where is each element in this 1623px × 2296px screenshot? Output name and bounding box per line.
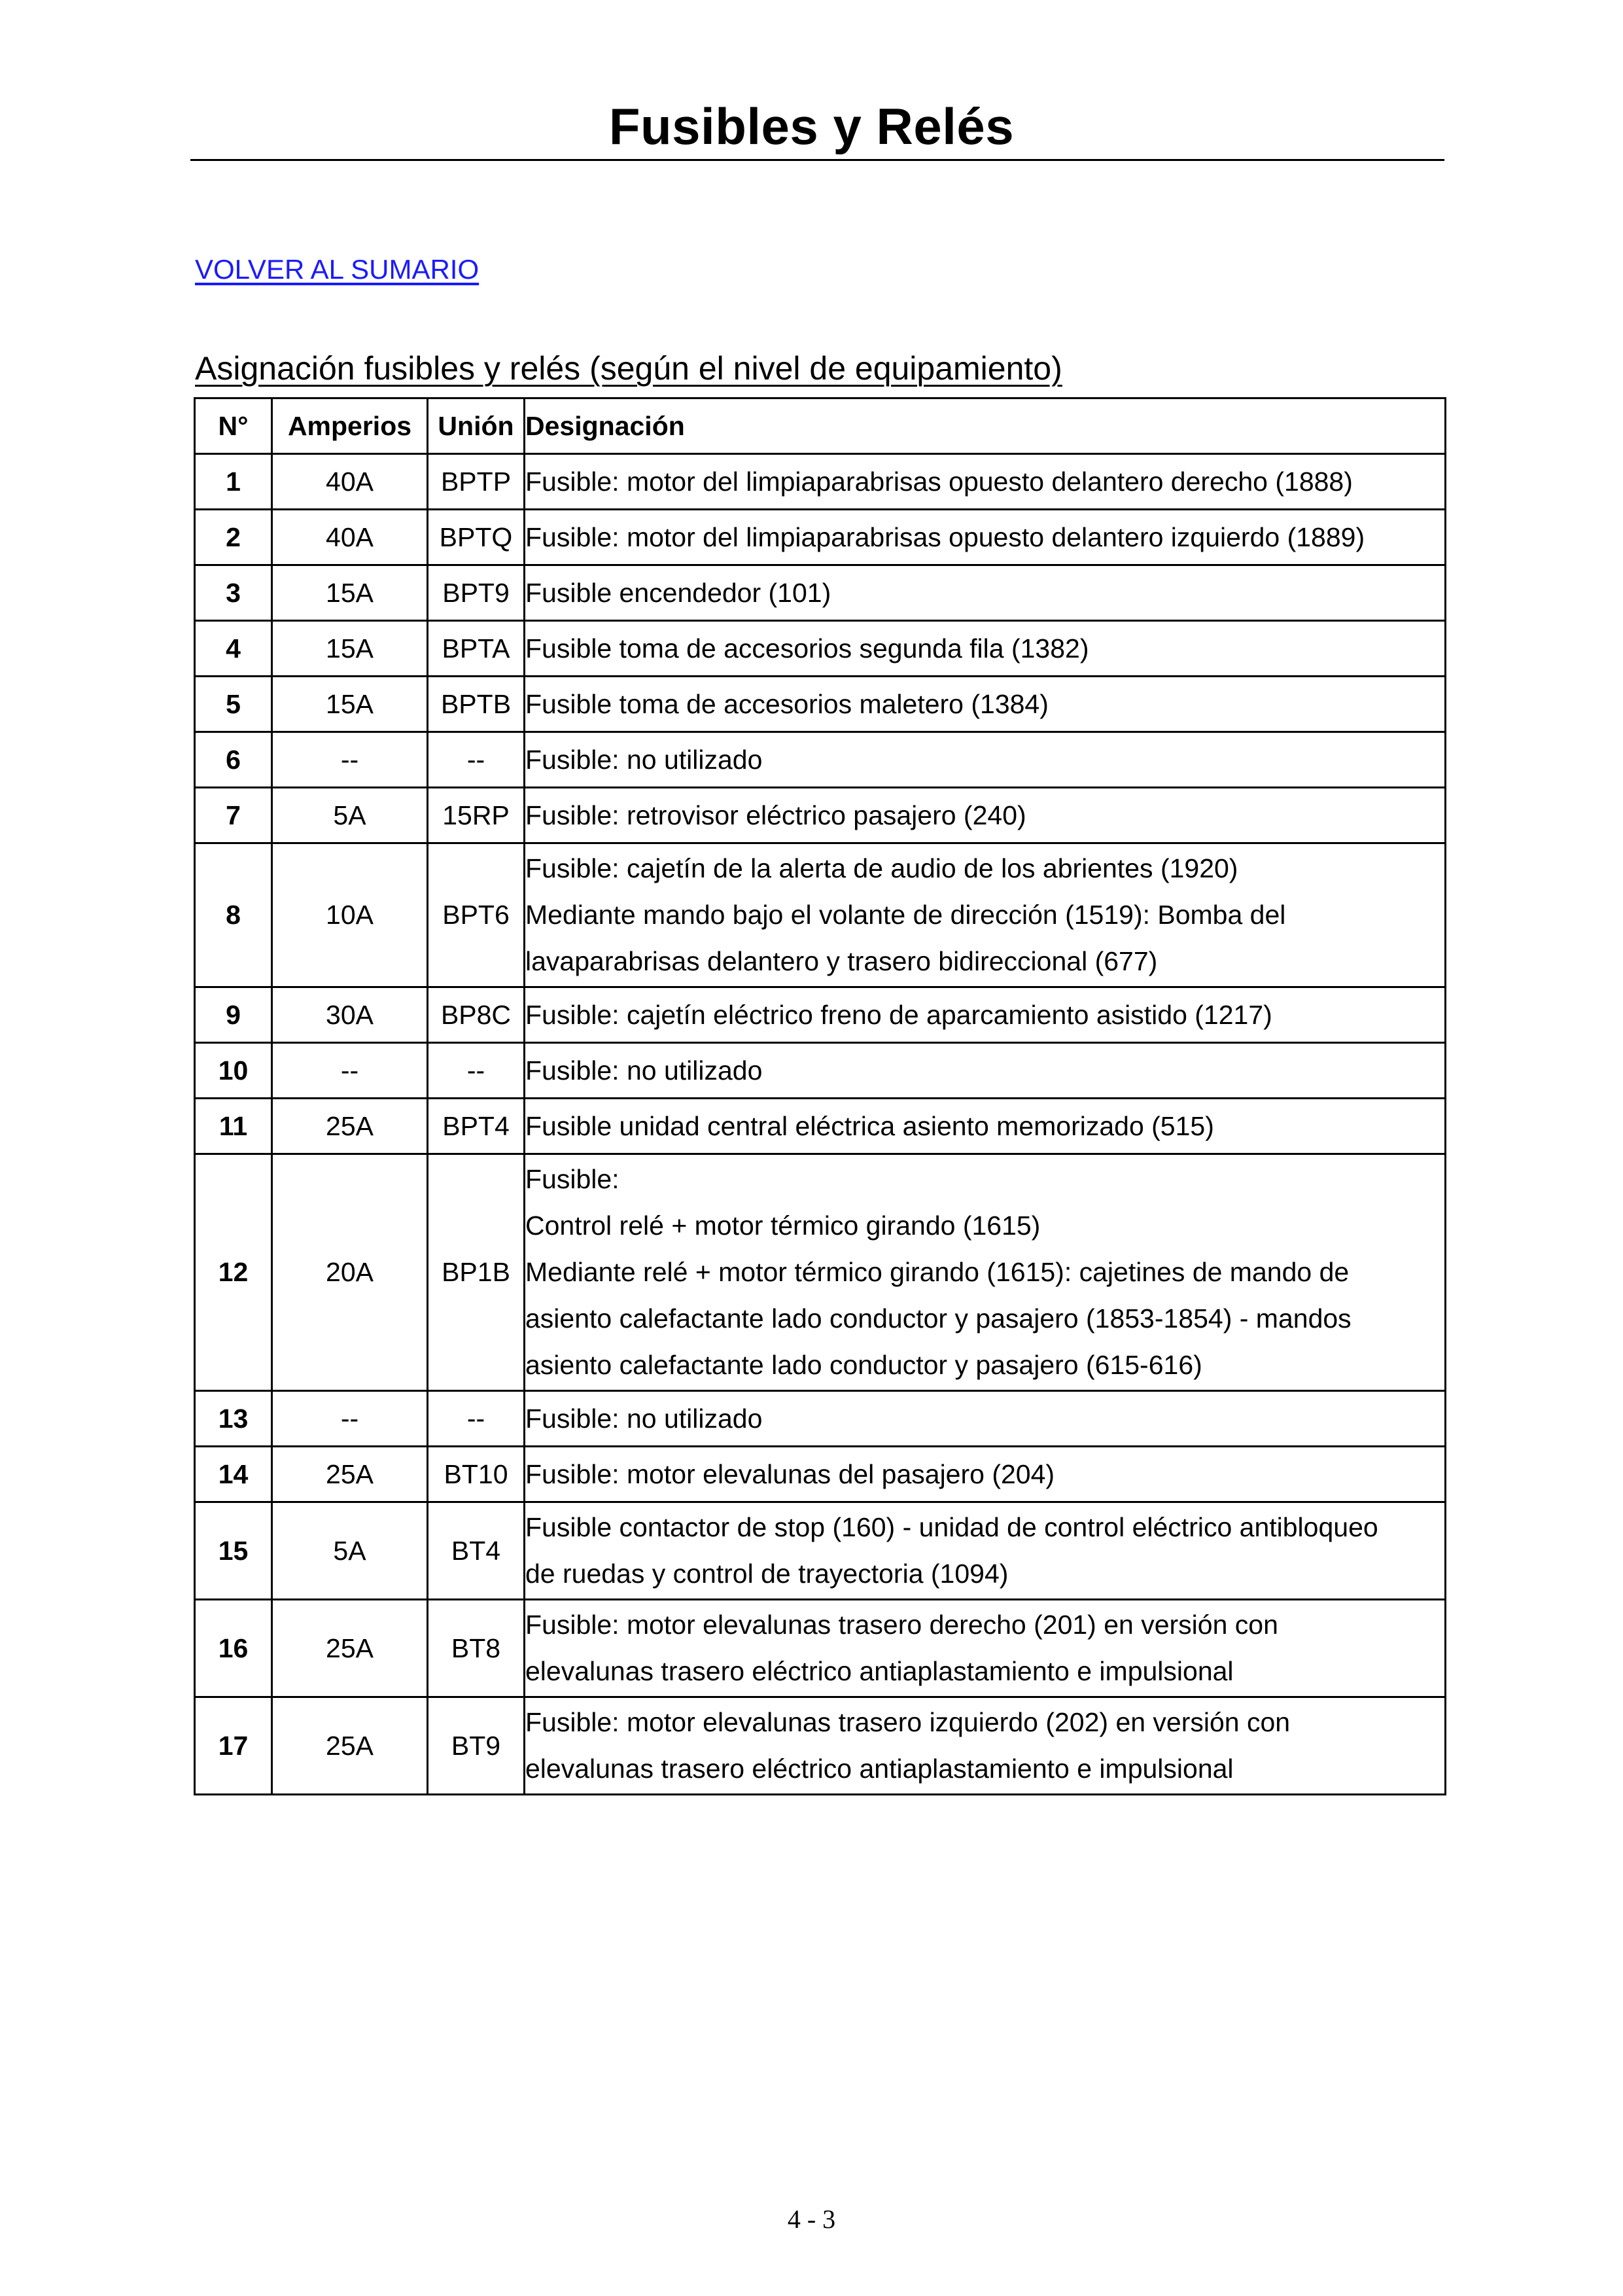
fuse-designation xyxy=(525,1600,1446,1697)
fuse-amperes: -- xyxy=(272,1043,428,1099)
fuse-amperes: 15A xyxy=(272,565,428,621)
fuse-number: 10 xyxy=(195,1043,272,1099)
table-row xyxy=(195,1447,1446,1502)
fuse-designation xyxy=(525,1043,1446,1099)
fuse-number: 16 xyxy=(195,1600,272,1697)
fuse-number: 17 xyxy=(195,1697,272,1795)
fuse-number: 15 xyxy=(195,1502,272,1600)
table-row xyxy=(195,677,1446,732)
fuse-union: BPTA xyxy=(428,621,525,677)
designation-line: de ruedas y control de trayectoria (1094) xyxy=(525,1559,1009,1589)
designation-line: Fusible: xyxy=(525,1164,620,1194)
fuse-amperes: 40A xyxy=(272,510,428,565)
designation-line: Mediante mando bajo el volante de dirección (1519): Bomba del xyxy=(525,900,1286,930)
fuse-number: 12 xyxy=(195,1154,272,1391)
designation-line: lavaparabrisas delantero y trasero bidireccional (677) xyxy=(525,946,1158,976)
table-row xyxy=(195,788,1446,843)
fuse-union: BPT6 xyxy=(428,843,525,987)
table-row xyxy=(195,987,1446,1043)
fuse-union: BPTB xyxy=(428,677,525,732)
fuse-designation xyxy=(525,1391,1446,1447)
designation-line: Fusible: motor elevalunas trasero izquierdo (202) en versión con xyxy=(525,1707,1291,1737)
fuse-amperes: 30A xyxy=(272,987,428,1043)
fuse-union: BPT9 xyxy=(428,565,525,621)
header-designation: Designación xyxy=(525,398,1446,454)
designation-line: Fusible: motor elevalunas del pasajero (204) xyxy=(525,1459,1055,1489)
header-amperes: Amperios xyxy=(272,398,428,454)
table-row xyxy=(195,843,1446,987)
fuse-table xyxy=(194,397,1446,1795)
fuse-union: 15RP xyxy=(428,788,525,843)
fuse-designation xyxy=(525,1697,1446,1795)
table-row xyxy=(195,1043,1446,1099)
designation-line: elevalunas trasero eléctrico antiaplastamiento e impulsional xyxy=(525,1656,1234,1686)
designation-line: Fusible toma de accesorios segunda fila (1382) xyxy=(525,633,1089,663)
fuse-amperes: 25A xyxy=(272,1447,428,1502)
designation-line: asiento calefactante lado conductor y pasajero (615-616) xyxy=(525,1350,1202,1380)
table-row xyxy=(195,1154,1446,1391)
designation-line: Fusible: no utilizado xyxy=(525,1404,763,1434)
designation-line: Fusible: cajetín eléctrico freno de aparcamiento asistido (1217) xyxy=(525,1000,1272,1030)
table-row xyxy=(195,1391,1446,1447)
table-row xyxy=(195,510,1446,565)
fuse-amperes: 15A xyxy=(272,621,428,677)
fuse-number: 13 xyxy=(195,1391,272,1447)
fuse-union: BT9 xyxy=(428,1697,525,1795)
fuse-number: 1 xyxy=(195,454,272,510)
fuse-designation xyxy=(525,621,1446,677)
fuse-designation xyxy=(525,732,1446,788)
fuse-number: 14 xyxy=(195,1447,272,1502)
fuse-amperes: 25A xyxy=(272,1697,428,1795)
fuse-designation xyxy=(525,565,1446,621)
designation-line: Control relé + motor térmico girando (1615) xyxy=(525,1210,1041,1241)
designation-line: Fusible unidad central eléctrica asiento memorizado (515) xyxy=(525,1111,1214,1141)
fuse-designation xyxy=(525,510,1446,565)
page-title: Fusibles y Relés xyxy=(608,97,1015,155)
designation-line: Fusible: retrovisor eléctrico pasajero (240) xyxy=(525,800,1026,830)
table-row xyxy=(195,1697,1446,1795)
designation-line: Fusible: motor del limpiaparabrisas opuesto delantero derecho (1888) xyxy=(525,467,1353,497)
fuse-union: BPTP xyxy=(428,454,525,510)
fuse-number: 3 xyxy=(195,565,272,621)
designation-line: Fusible contactor de stop (160) - unidad de control eléctrico antibloqueo xyxy=(525,1512,1378,1542)
fuse-number: 11 xyxy=(195,1099,272,1154)
designation-line: Fusible: motor elevalunas trasero derecho (201) en versión con xyxy=(525,1610,1278,1640)
fuse-amperes: 15A xyxy=(272,677,428,732)
designation-line: Fusible encendedor (101) xyxy=(525,578,831,608)
fuse-number: 9 xyxy=(195,987,272,1043)
fuse-union: BP1B xyxy=(428,1154,525,1391)
fuse-number: 7 xyxy=(195,788,272,843)
designation-line: Fusible: no utilizado xyxy=(525,1055,763,1086)
fuse-number: 2 xyxy=(195,510,272,565)
fuse-union: BP8C xyxy=(428,987,525,1043)
fuse-number: 5 xyxy=(195,677,272,732)
page-number: 4 - 3 xyxy=(787,2204,836,2234)
fuse-designation xyxy=(525,454,1446,510)
designation-line: Mediante relé + motor térmico girando (1615): cajetines de mando de xyxy=(525,1257,1350,1287)
fuse-amperes: 20A xyxy=(272,1154,428,1391)
fuse-designation xyxy=(525,1447,1446,1502)
fuse-designation xyxy=(525,1099,1446,1154)
table-row xyxy=(195,1502,1446,1600)
section-heading: Asignación fusibles y relés (según el nivel de equipamiento) xyxy=(195,350,1062,387)
table-row xyxy=(195,621,1446,677)
designation-line: Fusible: no utilizado xyxy=(525,745,763,775)
table-row xyxy=(195,1099,1446,1154)
designation-line: asiento calefactante lado conductor y pasajero (1853-1854) - mandos xyxy=(525,1303,1352,1333)
fuse-amperes: 40A xyxy=(272,454,428,510)
designation-line: Fusible: cajetín de la alerta de audio de los abrientes (1920) xyxy=(525,853,1238,883)
header-number: N° xyxy=(195,398,272,454)
fuse-amperes: 10A xyxy=(272,843,428,987)
fuse-amperes: -- xyxy=(272,1391,428,1447)
fuse-amperes: 5A xyxy=(272,788,428,843)
header-union: Unión xyxy=(428,398,525,454)
fuse-union: BT4 xyxy=(428,1502,525,1600)
fuse-union: -- xyxy=(428,1391,525,1447)
fuse-union: BPTQ xyxy=(428,510,525,565)
fuse-amperes: 25A xyxy=(272,1099,428,1154)
fuse-number: 6 xyxy=(195,732,272,788)
fuse-designation xyxy=(525,987,1446,1043)
fuse-number: 8 xyxy=(195,843,272,987)
fuse-number: 4 xyxy=(195,621,272,677)
table-row xyxy=(195,565,1446,621)
fuse-amperes: 5A xyxy=(272,1502,428,1600)
table-row xyxy=(195,1600,1446,1697)
fuse-union: BT8 xyxy=(428,1600,525,1697)
table-header-row xyxy=(195,398,1446,454)
fuse-designation xyxy=(525,1154,1446,1391)
fuse-designation xyxy=(525,788,1446,843)
designation-line: elevalunas trasero eléctrico antiaplastamiento e impulsional xyxy=(525,1754,1234,1784)
fuse-union: BT10 xyxy=(428,1447,525,1502)
fuse-designation xyxy=(525,677,1446,732)
designation-line: Fusible toma de accesorios maletero (1384) xyxy=(525,689,1049,719)
designation-line: Fusible: motor del limpiaparabrisas opuesto delantero izquierdo (1889) xyxy=(525,522,1365,552)
fuse-union: BPT4 xyxy=(428,1099,525,1154)
title-divider xyxy=(190,159,1444,161)
fuse-amperes: -- xyxy=(272,732,428,788)
fuse-union: -- xyxy=(428,732,525,788)
fuse-designation xyxy=(525,1502,1446,1600)
fuse-union: -- xyxy=(428,1043,525,1099)
fuse-amperes: 25A xyxy=(272,1600,428,1697)
back-to-summary-link[interactable]: VOLVER AL SUMARIO xyxy=(195,254,480,285)
fuse-designation xyxy=(525,843,1446,987)
table-row xyxy=(195,454,1446,510)
table-row xyxy=(195,732,1446,788)
